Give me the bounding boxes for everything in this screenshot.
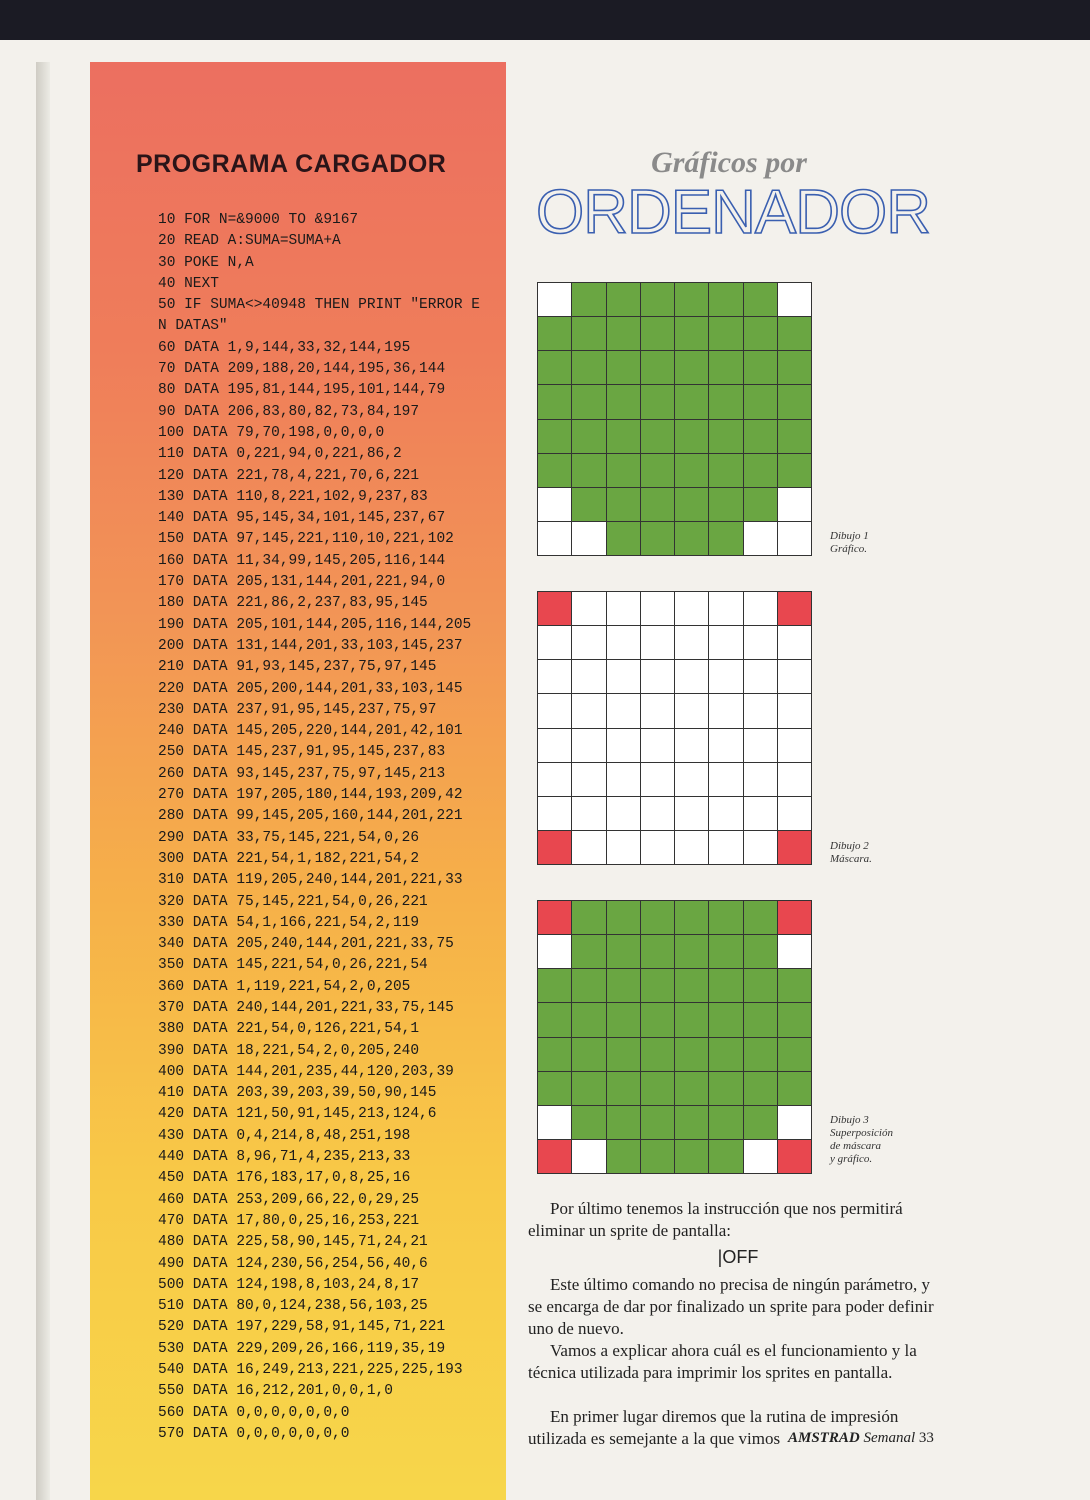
grid-cell: [572, 522, 605, 555]
grid-cell: [744, 351, 777, 384]
grid-cell: [709, 901, 742, 934]
grid-cell: [709, 1038, 742, 1071]
grid-cell: [709, 935, 742, 968]
grid-cell: [709, 694, 742, 727]
grid-cell: [538, 385, 571, 418]
grid-cell: [675, 1106, 708, 1139]
code-line: 20 READ A:SUMA=SUMA+A: [158, 233, 341, 250]
caption-line: Dibujo 3: [830, 1114, 869, 1126]
code-line: 380 DATA 221,54,0,126,221,54,1: [158, 1021, 420, 1038]
code-line: 270 DATA 197,205,180,144,193,209,42: [158, 787, 463, 804]
grid-cell: [744, 420, 777, 453]
grid-cell: [744, 969, 777, 1002]
code-line: 190 DATA 205,101,144,205,116,144,205: [158, 616, 472, 633]
grid-cell: [744, 454, 777, 487]
grid-cell: [744, 660, 777, 693]
grid-cell: [675, 797, 708, 830]
grid-cell: [744, 522, 777, 555]
code-line: 440 DATA 8,96,71,4,235,213,33: [158, 1149, 411, 1166]
grid-cell: [607, 901, 640, 934]
grid-cell: [607, 1106, 640, 1139]
grid-cell: [572, 385, 605, 418]
grid-cell: [744, 385, 777, 418]
grid-cell: [641, 694, 674, 727]
grid-cell: [607, 454, 640, 487]
grid-cell: [675, 831, 708, 864]
grid-cell: [778, 522, 811, 555]
grid-cell: [709, 454, 742, 487]
code-line: 470 DATA 17,80,0,25,16,253,221: [158, 1212, 420, 1229]
grid-cell: [778, 454, 811, 487]
grid-cell: [572, 420, 605, 453]
grid-cell: [607, 626, 640, 659]
grid-cell: [572, 1106, 605, 1139]
code-line: 300 DATA 221,54,1,182,221,54,2: [158, 850, 420, 867]
grid-cell: [641, 522, 674, 555]
paragraph-2: Este último comando no precisa de ningún parámetro, y se encarga de dar por finalizado un sprite para poder definir uno de nuevo.: [528, 1275, 934, 1338]
grid-cell: [572, 831, 605, 864]
grid-cell: [744, 935, 777, 968]
code-line: 360 DATA 1,119,221,54,2,0,205: [158, 978, 411, 995]
grid-cell: [778, 283, 811, 316]
code-line: 90 DATA 206,83,80,82,73,84,197: [158, 403, 420, 420]
grid-cell: [538, 763, 571, 796]
grid-cell: [709, 1106, 742, 1139]
grid-cell: [572, 1072, 605, 1105]
grid-cell: [607, 729, 640, 762]
grid-cell: [641, 1072, 674, 1105]
code-line: 170 DATA 205,131,144,201,221,94,0: [158, 574, 446, 591]
caption-line: de máscara: [830, 1140, 882, 1152]
grid-cell: [744, 831, 777, 864]
grid-cell: [641, 592, 674, 625]
grid-cell: [675, 283, 708, 316]
grid-cell: [778, 351, 811, 384]
grid-cell: [538, 283, 571, 316]
code-line: 370 DATA 240,144,201,221,33,75,145: [158, 999, 454, 1016]
code-line: 230 DATA 237,91,95,145,237,75,97: [158, 701, 437, 718]
grid-cell: [641, 797, 674, 830]
code-line: 60 DATA 1,9,144,33,32,144,195: [158, 339, 411, 356]
grid-cell: [778, 592, 811, 625]
grid-cell: [572, 694, 605, 727]
grid-cell: [641, 763, 674, 796]
grid-cell: [675, 729, 708, 762]
grid-cell: [641, 626, 674, 659]
grid-cell: [641, 660, 674, 693]
code-line: 280 DATA 99,145,205,160,144,201,221: [158, 808, 463, 825]
grid-cell: [607, 522, 640, 555]
grid-cell: [675, 694, 708, 727]
grid-cell: [778, 1072, 811, 1105]
code-line: 50 IF SUMA<>40948 THEN PRINT "ERROR E: [158, 297, 480, 314]
grid-cell: [607, 1072, 640, 1105]
grid-cell: [778, 1140, 811, 1173]
code-line: 220 DATA 205,200,144,201,33,103,145: [158, 680, 463, 697]
code-line: 410 DATA 203,39,203,39,50,90,145: [158, 1085, 437, 1102]
grid-cell: [641, 283, 674, 316]
grid-cell: [572, 1003, 605, 1036]
grid-cell: [709, 283, 742, 316]
grid-cell: [538, 797, 571, 830]
grid-cell: [572, 626, 605, 659]
grid-cell: [538, 660, 571, 693]
grid-cell: [538, 1038, 571, 1071]
figure-caption-2: [830, 840, 872, 866]
code-line: 240 DATA 145,205,220,144,201,42,101: [158, 723, 463, 740]
grid-cell: [607, 283, 640, 316]
code-line: 530 DATA 229,209,26,166,119,35,19: [158, 1340, 446, 1357]
grid-cell: [607, 694, 640, 727]
page-fold: [36, 62, 50, 1500]
grid-cell: [538, 1003, 571, 1036]
grid-cell: [675, 317, 708, 350]
sprite-grid-overlay: [537, 900, 812, 1174]
grid-cell: [744, 488, 777, 521]
grid-cell: [641, 901, 674, 934]
code-line: 180 DATA 221,86,2,237,83,95,145: [158, 595, 428, 612]
section-subtitle: Gráficos por: [651, 146, 807, 179]
grid-cell: [538, 592, 571, 625]
code-line: 10 FOR N=&9000 TO &9167: [158, 212, 359, 228]
grid-cell: [744, 1038, 777, 1071]
grid-cell: [744, 763, 777, 796]
grid-cell: [641, 351, 674, 384]
code-line: 510 DATA 80,0,124,238,56,103,25: [158, 1298, 428, 1315]
basic-code-listing: [158, 210, 480, 1445]
grid-cell: [641, 1038, 674, 1071]
grid-cell: [641, 1106, 674, 1139]
code-line: 460 DATA 253,209,66,22,0,29,25: [158, 1191, 420, 1208]
grid-cell: [675, 351, 708, 384]
grid-cell: [538, 969, 571, 1002]
grid-cell: [709, 660, 742, 693]
code-line: 420 DATA 121,50,91,145,213,124,6: [158, 1106, 437, 1123]
code-line: 40 NEXT: [158, 275, 219, 292]
grid-cell: [675, 1038, 708, 1071]
caption-line: Superposición: [830, 1127, 893, 1139]
code-line: 200 DATA 131,144,201,33,103,145,237: [158, 637, 463, 654]
grid-cell: [675, 763, 708, 796]
grid-cell: [538, 901, 571, 934]
grid-cell: [607, 351, 640, 384]
grid-cell: [744, 626, 777, 659]
grid-cell: [709, 797, 742, 830]
code-line: 570 DATA 0,0,0,0,0,0,0: [158, 1425, 350, 1442]
grid-cell: [572, 797, 605, 830]
grid-cell: [572, 351, 605, 384]
grid-cell: [744, 317, 777, 350]
code-line: 490 DATA 124,230,56,254,56,40,6: [158, 1255, 428, 1272]
listing-title: PROGRAMA CARGADOR: [136, 150, 447, 178]
paragraph-1: Por último tenemos la instrucción que nos permitirá eliminar un sprite de pantalla:: [528, 1199, 903, 1240]
grid-cell: [572, 1140, 605, 1173]
grid-cell: [538, 454, 571, 487]
code-line: 290 DATA 33,75,145,221,54,0,26: [158, 829, 420, 846]
grid-cell: [641, 969, 674, 1002]
grid-cell: [709, 1072, 742, 1105]
figure-caption-1: [830, 530, 869, 556]
grid-cell: [744, 901, 777, 934]
grid-cell: [607, 1038, 640, 1071]
grid-cell: [744, 1072, 777, 1105]
grid-cell: [675, 1072, 708, 1105]
grid-cell: [538, 420, 571, 453]
grid-cell: [778, 385, 811, 418]
grid-cell: [572, 660, 605, 693]
paragraph-4: En primer lugar diremos que la rutina de impresión utilizada es semejante a la que vimos: [528, 1407, 899, 1448]
caption-line: Gráfico.: [830, 543, 867, 555]
grid-cell: [538, 1140, 571, 1173]
grid-cell: [641, 488, 674, 521]
grid-cell: [675, 935, 708, 968]
code-line: 400 DATA 144,201,235,44,120,203,39: [158, 1063, 454, 1080]
grid-cell: [675, 660, 708, 693]
grid-cell: [607, 660, 640, 693]
grid-cell: [607, 1140, 640, 1173]
caption-line: Dibujo 1: [830, 530, 869, 542]
code-line: 120 DATA 221,78,4,221,70,6,221: [158, 467, 420, 484]
code-line: 320 DATA 75,145,221,54,0,26,221: [158, 893, 428, 910]
grid-cell: [709, 385, 742, 418]
code-line: 80 DATA 195,81,144,195,101,144,79: [158, 382, 446, 399]
grid-cell: [538, 317, 571, 350]
grid-cell: [778, 831, 811, 864]
grid-cell: [778, 935, 811, 968]
paragraph-3: Vamos a explicar ahora cuál es el funcionamiento y la técnica utilizada para imprimir los sprites en pantalla.: [528, 1341, 917, 1382]
footer-brand: AMSTRAD: [788, 1430, 860, 1446]
grid-cell: [778, 1106, 811, 1139]
code-line: 260 DATA 93,145,237,75,97,145,213: [158, 765, 446, 782]
grid-cell: [675, 626, 708, 659]
grid-cell: [607, 797, 640, 830]
grid-cell: [709, 351, 742, 384]
grid-cell: [641, 935, 674, 968]
code-line: 30 POKE N,A: [158, 254, 254, 271]
code-line: 140 DATA 95,145,34,101,145,237,67: [158, 510, 446, 527]
code-line: 330 DATA 54,1,166,221,54,2,119: [158, 914, 420, 931]
grid-cell: [744, 283, 777, 316]
code-line: 150 DATA 97,145,221,110,10,221,102: [158, 531, 454, 548]
grid-cell: [641, 385, 674, 418]
grid-cell: [607, 420, 640, 453]
grid-cell: [572, 969, 605, 1002]
grid-cell: [778, 488, 811, 521]
grid-cell: [744, 592, 777, 625]
grid-cell: [744, 729, 777, 762]
grid-cell: [778, 729, 811, 762]
code-line: 130 DATA 110,8,221,102,9,237,83: [158, 488, 428, 505]
grid-cell: [538, 522, 571, 555]
caption-line: Máscara.: [830, 853, 872, 865]
grid-cell: [675, 488, 708, 521]
code-line: 210 DATA 91,93,145,237,75,97,145: [158, 659, 437, 676]
grid-cell: [675, 901, 708, 934]
grid-cell: [538, 351, 571, 384]
grid-cell: [778, 660, 811, 693]
grid-cell: [744, 694, 777, 727]
code-line: 550 DATA 16,212,201,0,0,1,0: [158, 1383, 393, 1400]
code-line: 540 DATA 16,249,213,221,225,225,193: [158, 1362, 463, 1379]
grid-cell: [607, 488, 640, 521]
grid-cell: [744, 1140, 777, 1173]
code-line: 520 DATA 197,229,58,91,145,71,221: [158, 1319, 446, 1336]
grid-cell: [572, 454, 605, 487]
caption-line: y gráfico.: [830, 1153, 873, 1165]
code-line: N DATAS": [158, 318, 228, 335]
code-line: 110 DATA 0,221,94,0,221,86,2: [158, 446, 402, 463]
grid-cell: [607, 385, 640, 418]
grid-cell: [675, 454, 708, 487]
grid-cell: [778, 317, 811, 350]
grid-cell: [744, 1106, 777, 1139]
grid-cell: [607, 317, 640, 350]
grid-cell: [709, 831, 742, 864]
grid-cell: [778, 969, 811, 1002]
grid-cell: [744, 797, 777, 830]
grid-cell: [675, 592, 708, 625]
grid-cell: [778, 763, 811, 796]
grid-cell: [675, 1003, 708, 1036]
section-title: ORDENADOR: [536, 178, 931, 247]
grid-cell: [572, 935, 605, 968]
code-line: 560 DATA 0,0,0,0,0,0,0: [158, 1404, 350, 1421]
grid-cell: [538, 1072, 571, 1105]
caption-line: Dibujo 2: [830, 840, 869, 852]
grid-cell: [709, 317, 742, 350]
grid-cell: [607, 592, 640, 625]
grid-cell: [709, 522, 742, 555]
code-line: 160 DATA 11,34,99,145,205,116,144: [158, 552, 446, 569]
off-command: |OFF: [717, 1247, 759, 1267]
grid-cell: [709, 1140, 742, 1173]
sprite-grid-mask: [537, 591, 812, 865]
grid-cell: [709, 488, 742, 521]
grid-cell: [778, 694, 811, 727]
grid-cell: [778, 901, 811, 934]
grid-cell: [572, 283, 605, 316]
grid-cell: [778, 1038, 811, 1071]
grid-cell: [709, 420, 742, 453]
grid-cell: [538, 626, 571, 659]
grid-cell: [675, 1140, 708, 1173]
page-footer: [788, 1430, 934, 1447]
grid-cell: [744, 1003, 777, 1036]
grid-cell: [572, 592, 605, 625]
grid-cell: [538, 935, 571, 968]
footer-issue: Semanal: [863, 1430, 916, 1446]
code-line: 500 DATA 124,198,8,103,24,8,17: [158, 1276, 420, 1293]
grid-cell: [778, 1003, 811, 1036]
code-line: 310 DATA 119,205,240,144,201,221,33: [158, 872, 463, 889]
grid-cell: [607, 969, 640, 1002]
grid-cell: [572, 901, 605, 934]
grid-cell: [709, 626, 742, 659]
grid-cell: [778, 797, 811, 830]
grid-cell: [709, 1003, 742, 1036]
grid-cell: [572, 1038, 605, 1071]
grid-cell: [607, 935, 640, 968]
grid-cell: [607, 831, 640, 864]
figure-caption-3: [830, 1114, 893, 1166]
grid-cell: [641, 1140, 674, 1173]
code-line: 430 DATA 0,4,214,8,48,251,198: [158, 1127, 411, 1144]
grid-cell: [607, 1003, 640, 1036]
code-line: 250 DATA 145,237,91,95,145,237,83: [158, 744, 446, 761]
grid-cell: [572, 729, 605, 762]
grid-cell: [778, 420, 811, 453]
grid-cell: [641, 831, 674, 864]
grid-cell: [538, 729, 571, 762]
grid-cell: [675, 385, 708, 418]
grid-cell: [641, 1003, 674, 1036]
grid-cell: [538, 694, 571, 727]
grid-cell: [709, 763, 742, 796]
code-line: 390 DATA 18,221,54,2,0,205,240: [158, 1042, 420, 1059]
grid-cell: [572, 317, 605, 350]
grid-cell: [675, 522, 708, 555]
grid-cell: [675, 420, 708, 453]
grid-cell: [641, 420, 674, 453]
grid-cell: [607, 763, 640, 796]
grid-cell: [538, 831, 571, 864]
grid-cell: [778, 626, 811, 659]
grid-cell: [709, 969, 742, 1002]
page-number: 33: [918, 1430, 934, 1446]
grid-cell: [572, 488, 605, 521]
sprite-grid-graphic: [537, 282, 812, 556]
code-line: 350 DATA 145,221,54,0,26,221,54: [158, 957, 428, 974]
grid-cell: [709, 729, 742, 762]
code-line: 70 DATA 209,188,20,144,195,36,144: [158, 361, 446, 378]
grid-cell: [641, 729, 674, 762]
grid-cell: [641, 454, 674, 487]
grid-cell: [538, 488, 571, 521]
code-line: 100 DATA 79,70,198,0,0,0,0: [158, 424, 385, 441]
grid-cell: [675, 969, 708, 1002]
grid-cell: [538, 1106, 571, 1139]
grid-cell: [709, 592, 742, 625]
code-line: 450 DATA 176,183,17,0,8,25,16: [158, 1170, 411, 1187]
grid-cell: [641, 317, 674, 350]
code-line: 340 DATA 205,240,144,201,221,33,75: [158, 936, 454, 953]
grid-cell: [572, 763, 605, 796]
code-line: 480 DATA 225,58,90,145,71,24,21: [158, 1234, 428, 1251]
